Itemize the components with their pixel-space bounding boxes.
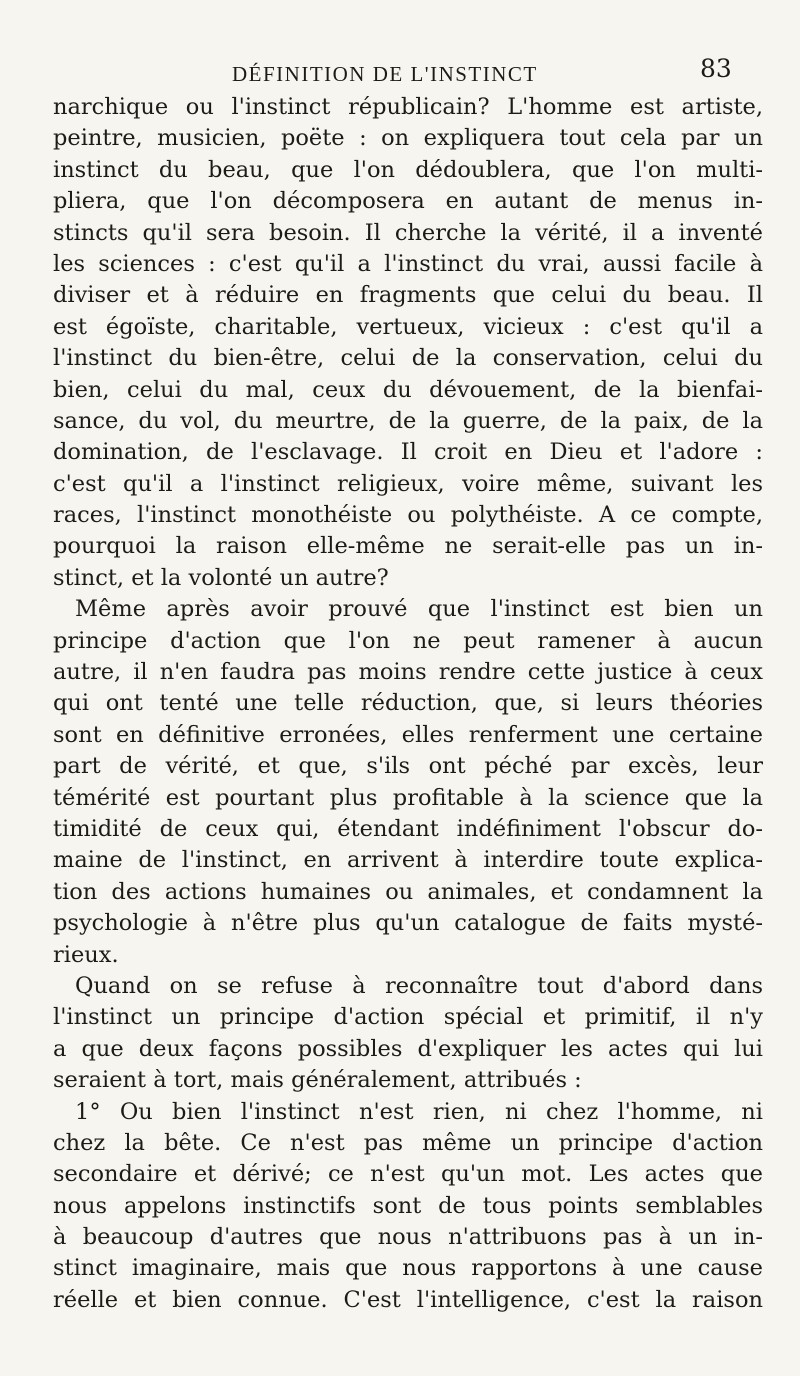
text-line: c'est qu'il a l'instinct religieux, voire même, suivant les <box>53 470 763 497</box>
text-line: Même après avoir prouvé que l'instinct est bien un <box>75 596 763 623</box>
text-line: secondaire et dérivé; ce n'est qu'un mot. Les actes que <box>53 1161 763 1188</box>
text-line: est égoïste, charitable, vertueux, vicieux : c'est qu'il a <box>53 313 763 340</box>
text-line: stinct imaginaire, mais que nous rapportons à une cause <box>53 1255 763 1282</box>
text-line: diviser et à réduire en fragments que celui du beau. Il <box>53 282 763 309</box>
body-text <box>53 92 763 1316</box>
text-line: races, l'instinct monothéiste ou polythéiste. A ce compte, <box>53 502 763 529</box>
text-line: pourquoi la raison elle-même ne serait-elle pas un in- <box>53 533 763 560</box>
text-line: pliera, que l'on décomposera en autant de menus in- <box>53 188 763 215</box>
text-line: stinct, et la volonté un autre? <box>53 564 389 591</box>
text-line: a que deux façons possibles d'expliquer les actes qui lui <box>53 1035 763 1062</box>
text-line: stincts qu'il sera besoin. Il cherche la vérité, il a inventé <box>53 219 763 246</box>
text-line: 1° Ou bien l'instinct n'est rien, ni chez l'homme, ni <box>75 1098 763 1125</box>
text-line: qui ont tenté une telle réduction, que, si leurs théories <box>53 690 763 717</box>
running-title: DÉFINITION DE L'INSTINCT <box>232 62 538 86</box>
text-line: Quand on se refuse à reconnaître tout d'abord dans <box>75 972 763 999</box>
text-line: bien, celui du mal, ceux du dévouement, de la bienfai- <box>53 376 763 403</box>
text-line: instinct du beau, que l'on dédoublera, que l'on multi- <box>53 156 763 183</box>
text-line: témérité est pourtant plus profitable à la science que la <box>53 784 763 811</box>
text-line: peintre, musicien, poëte : on expliquera tout cela par un <box>53 125 763 152</box>
text-line: principe d'action que l'on ne peut ramener à aucun <box>53 627 763 654</box>
text-line: narchique ou l'instinct républicain? L'homme est artiste, <box>53 94 763 120</box>
text-line: maine de l'instinct, en arrivent à interdire toute explica- <box>53 847 763 874</box>
page-number: 83 <box>700 54 732 83</box>
text-line: seraient à tort, mais généralement, attribués : <box>53 1067 582 1094</box>
text-line: l'instinct un principe d'action spécial et primitif, il n'y <box>53 1004 763 1031</box>
text-line: réelle et bien connue. C'est l'intelligence, c'est la raison <box>53 1286 763 1313</box>
text-line: autre, il n'en faudra pas moins rendre cette justice à ceux <box>53 659 763 686</box>
text-line: tion des actions humaines ou animales, et condamnent la <box>53 878 763 905</box>
text-line: rieux. <box>53 941 119 968</box>
text-line: les sciences : c'est qu'il a l'instinct du vrai, aussi facile à <box>53 250 763 277</box>
text-line: chez la bête. Ce n'est pas même un principe d'action <box>53 1129 763 1156</box>
text-line: sance, du vol, du meurtre, de la guerre, de la paix, de la <box>53 407 763 434</box>
text-line: timidité de ceux qui, étendant indéfiniment l'obscur do- <box>53 815 763 842</box>
text-line: nous appelons instinctifs sont de tous points semblables <box>53 1192 763 1219</box>
text-line: sont en définitive erronées, elles renferment une certaine <box>53 721 763 748</box>
text-line: l'instinct du bien-être, celui de la conservation, celui du <box>53 345 763 372</box>
text-line: à beaucoup d'autres que nous n'attribuons pas à un in- <box>53 1224 763 1251</box>
text-line: part de vérité, et que, s'ils ont péché par excès, leur <box>53 753 763 780</box>
text-line: domination, de l'esclavage. Il croit en Dieu et l'adore : <box>53 439 763 466</box>
text-line: psychologie à n'être plus qu'un catalogue de faits mysté- <box>53 910 763 937</box>
